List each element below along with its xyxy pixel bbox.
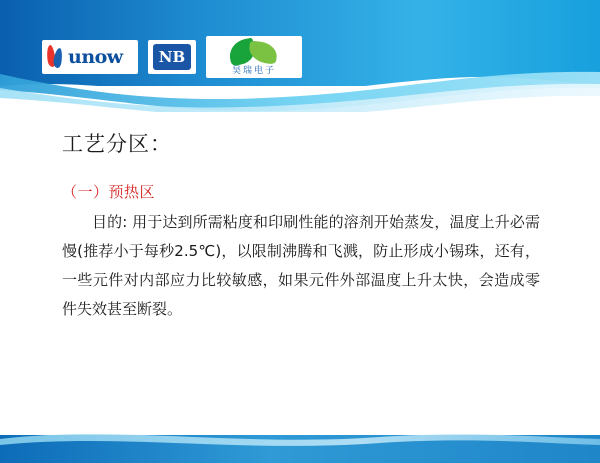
nb-logo-text: NB <box>153 44 191 70</box>
slide-footer-band <box>0 413 600 463</box>
leaf-icon <box>223 39 285 65</box>
leaf-right-shape <box>248 41 278 65</box>
footer-wave-graphic <box>0 413 600 463</box>
body-paragraph: 目的: 用于达到所需粘度和印刷性能的溶剂开始蒸发，温度上升必需慢(推荐小于每秒2.5℃)，以限制沸腾和飞溅，防止形成小锡珠，还有，一些元件对内部应力比较敏感，如果元件外部温度上升太快，会造成零件失效甚至断裂。 <box>62 213 540 318</box>
nb-logo <box>148 40 196 74</box>
sunow-logo <box>42 40 138 74</box>
flame-icon <box>44 44 66 70</box>
haorui-logo <box>206 36 302 78</box>
logo-group <box>42 36 302 78</box>
haorui-logo-text: 昊瑞电子 <box>231 65 276 75</box>
slide-title: 工艺分区： <box>62 132 172 156</box>
slide-header-band <box>0 0 600 112</box>
section-heading: （一）预热区 <box>62 183 156 201</box>
sunow-logo-text: unow <box>68 45 123 68</box>
